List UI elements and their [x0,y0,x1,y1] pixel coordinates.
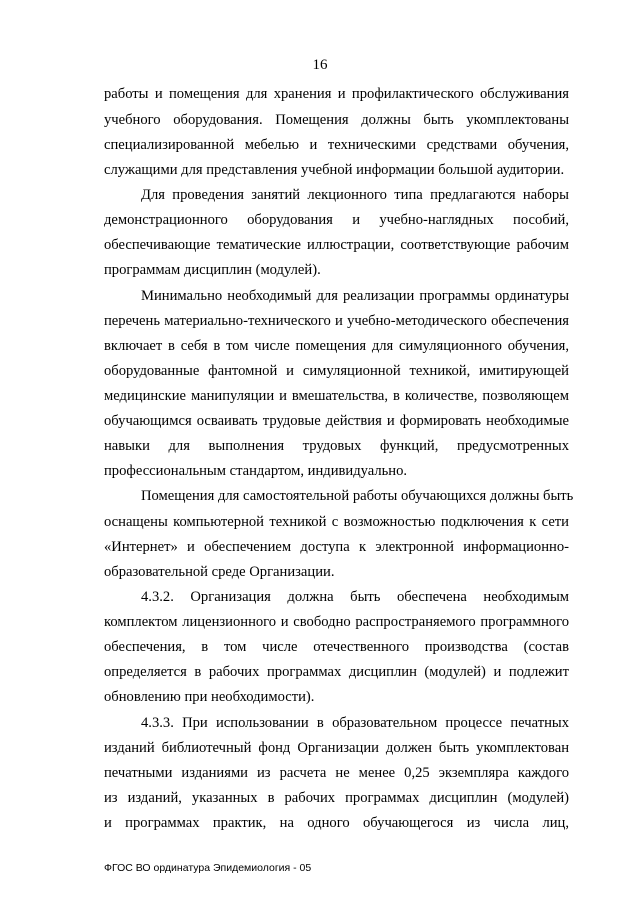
text-line: изданий библиотечный фонд Организации должен быть укомплектован [104,740,569,756]
text-line: служащими для представления учебной информации большой аудитории. [104,162,565,178]
text-line: «Интернет» и обеспечением доступа к электронной информационно- [104,539,569,555]
text-line: перечень материально-технического и учебно-методического обеспечения [104,313,569,329]
text-line: обеспечивающие тематические иллюстрации, соответствующие рабочим [104,237,569,253]
text-line: Минимально необходимый для реализации программы ординатуры [141,288,569,304]
text-line: обеспечения, в том числе отечественного производства (состав [104,639,569,655]
text-line: 4.3.2. Организация должна быть обеспечена необходимым [141,589,569,605]
text-line: демонстрационного оборудования и учебно-наглядных пособий, [104,212,569,228]
text-line: и программах практик, на одного обучающегося из числа лиц, [104,815,569,831]
text-line: обновлению при необходимости). [104,689,315,705]
text-line: 4.3.3. При использовании в образовательном процессе печатных [141,715,569,731]
text-line: профессиональным стандартом, индивидуально. [104,463,408,479]
text-line: работы и помещения для хранения и профилактического обслуживания [104,86,569,102]
text-line: оборудованные фантомной и симуляционной техникой, имитирующей [104,363,569,379]
text-line: специализированной мебелью и техническими средствами обучения, [104,137,569,153]
text-line: комплектом лицензионного и свободно распространяемого программного [104,614,569,630]
text-line: программам дисциплин (модулей). [104,262,321,278]
text-line: учебного оборудования. Помещения должны быть укомплектованы [104,112,569,128]
text-line: обучающимся осваивать трудовые действия и формировать необходимые [104,413,569,429]
text-line: образовательной среде Организации. [104,564,335,580]
text-line: медицинские манипуляции и вмешательства, в количестве, позволяющем [104,388,569,404]
page-footer: ФГОС ВО ординатура Эпидемиология - 05 [104,862,312,874]
text-line: навыки для выполнения трудовых функций, предусмотренных [104,438,569,454]
page-number: 16 [312,57,328,73]
text-line: определяется в рабочих программах дисциплин (модулей) и подлежит [104,664,569,680]
text-line: из изданий, указанных в рабочих программах дисциплин (модулей) [104,790,569,806]
text-line: Для проведения занятий лекционного типа предлагаются наборы [141,187,569,203]
text-line: оснащены компьютерной техникой с возможностью подключения к сети [104,514,569,530]
text-line: печатными изданиями из расчета не менее 0,25 экземпляра каждого [104,765,569,781]
text-line: включает в себя в том числе помещения для симуляционного обучения, [104,338,569,354]
text-line: Помещения для самостоятельной работы обучающихся должны быть [141,488,574,504]
